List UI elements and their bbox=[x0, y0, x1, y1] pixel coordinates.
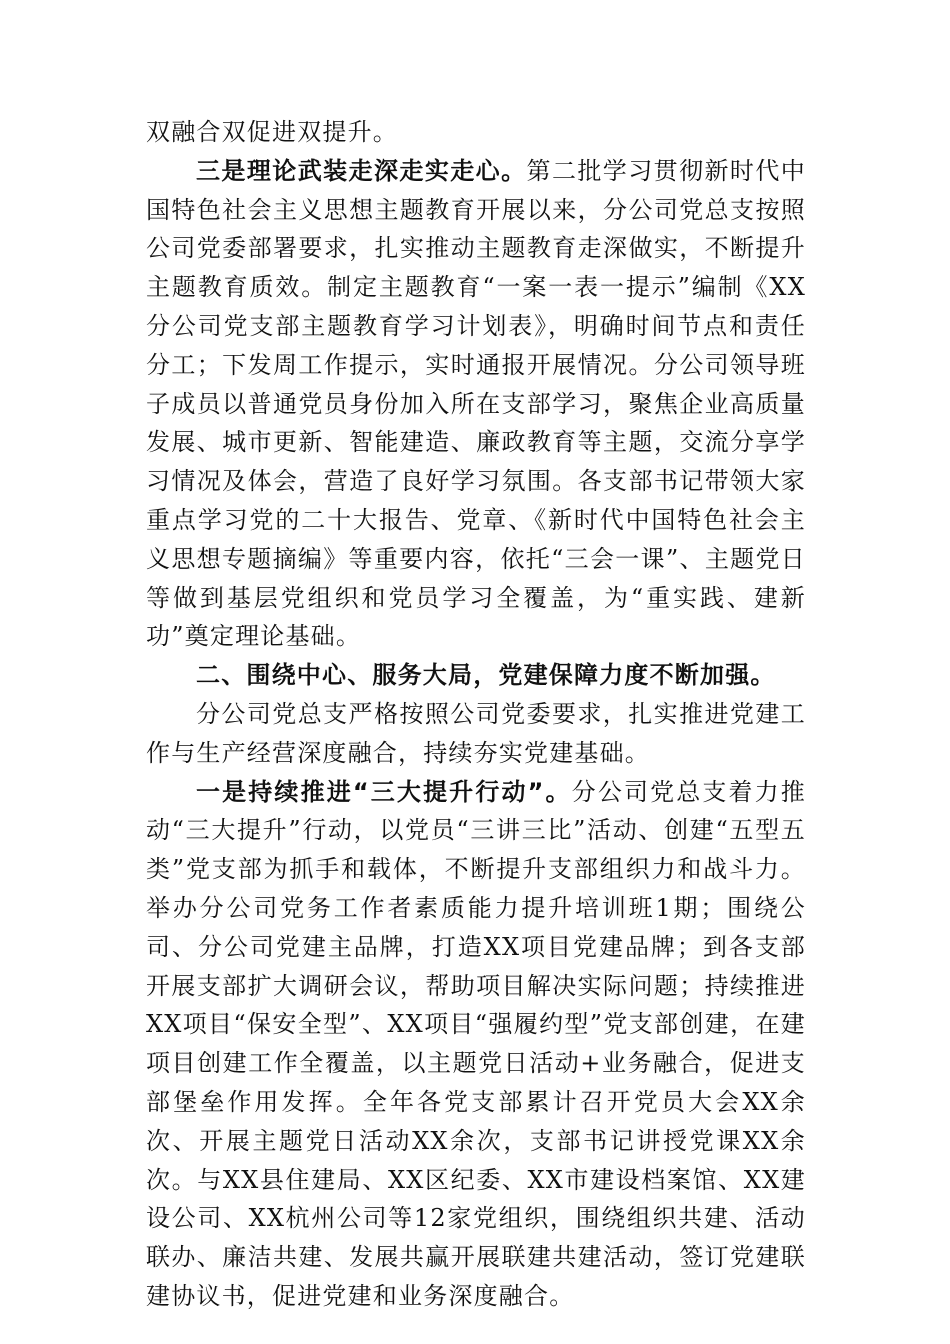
paragraph-text: 分公司党总支着力推动“三大提升”行动，以党员“三讲三比”活动、创建“五型五类”党支部为抓手和载体，不断提升支部组织力和战斗力。举办分公司党务工作者素质能力提升培训班1期；围绕公司、分公司党建主品牌，打造XX项目党建品牌；到各支部开展支部扩大调研会议，帮助项目解决实际问题；持续推进XX项目“保安全型”、XX项目“强履约型”党支部创建，在建项目创建工作全覆盖，以主题党日活动+业务融合，促进支部堡垒作用发挥。全年各党支部累计召开党员大会XX余次、开展主题党日活动XX余次，支部书记讲授党课XX余次。与XX县住建局、XX区纪委、XX市建设档案馆、XX建设公司、XX杭州公司等12家党组织，围绕组织共建、活动联办、廉洁共建、发展共赢开展联建共建活动，签订党建联建协议书，促进党建和业务深度融合。 bbox=[146, 777, 806, 1310]
paragraph-text: 双融合双促进双提升。 bbox=[146, 118, 398, 146]
paragraph-theory-study bbox=[146, 152, 806, 656]
section-heading-text: 二、围绕中心、服务大局，党建保障力度不断加强。 bbox=[196, 661, 776, 690]
paragraph-text: 分公司党总支严格按照公司党委要求，扎实推进党建工作与生产经营深度融合，持续夯实党建基础。 bbox=[146, 699, 806, 767]
section-heading bbox=[146, 656, 806, 695]
paragraph-three-improvements bbox=[146, 773, 806, 1316]
document-page bbox=[146, 113, 806, 1316]
paragraph-continuation bbox=[146, 113, 806, 152]
paragraph-text: 第二批学习贯彻新时代中国特色社会主义思想主题教育开展以来，分公司党总支按照公司党委部署要求，扎实推动主题教育走深做实，不断提升主题教育质效。制定主题教育“一案一表一提示”编制《XX分公司党支部主题教育学习计划表》，明确时间节点和责任分工；下发周工作提示，实时通报开展情况。分公司领导班子成员以普通党员身份加入所在支部学习，聚焦企业高质量发展、城市更新、智能建造、廉政教育等主题，交流分享学习情况及体会，营造了良好学习氛围。各支部书记带领大家重点学习党的二十大报告、党章、《新时代中国特色社会主义思想专题摘编》等重要内容，依托“三会一课”、主题党日等做到基层党组织和党员学习全覆盖，为“重实践、建新功”奠定理论基础。 bbox=[146, 156, 806, 651]
paragraph-intro bbox=[146, 695, 806, 773]
paragraph-lead: 一是持续推进“三大提升行动”。 bbox=[196, 777, 572, 806]
paragraph-lead: 三是理论武装走深走实走心。 bbox=[196, 156, 527, 185]
